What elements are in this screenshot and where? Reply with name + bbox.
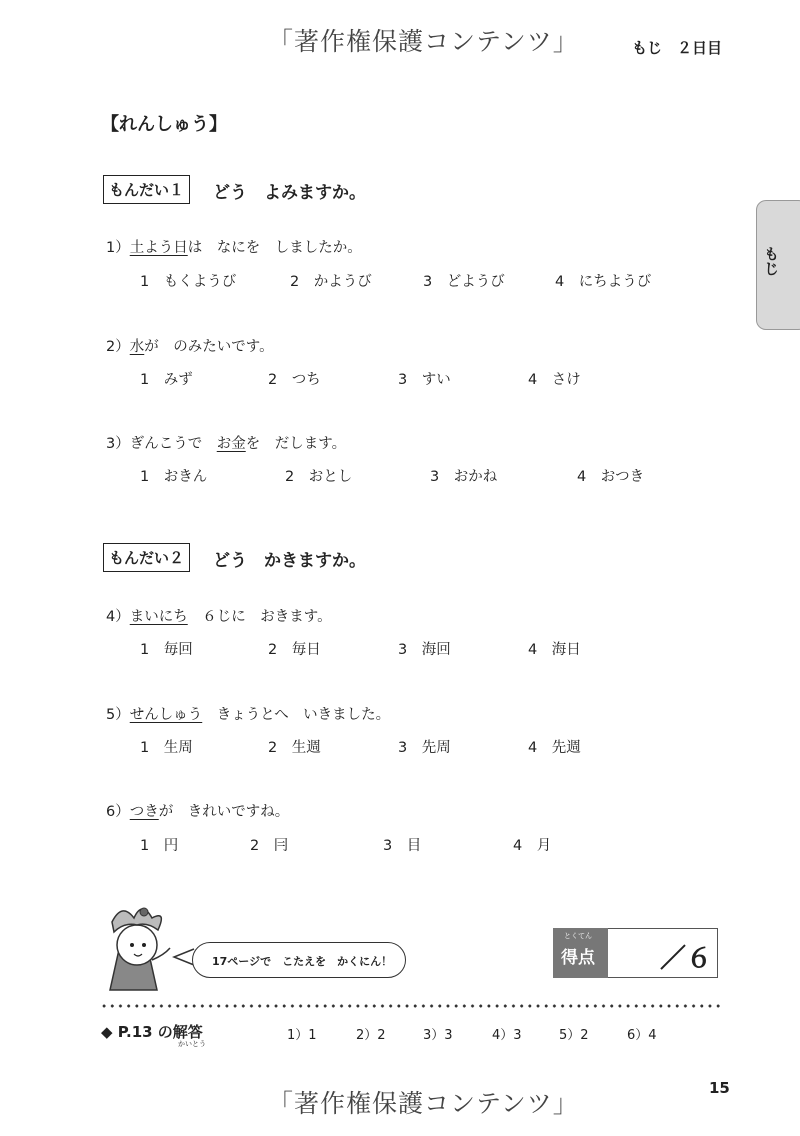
q4-option-3[interactable]: 3 海回 [398, 642, 451, 658]
question-1: 1）土よう日は なにを しましたか。 [106, 240, 362, 256]
q5-option-4[interactable]: 4 先週 [528, 740, 581, 756]
answer-5: 5）2 [559, 1028, 589, 1043]
question-2: 2）水が のみたいです。 [106, 339, 274, 355]
q5-option-3[interactable]: 3 先周 [398, 740, 451, 756]
q2-option-4[interactable]: 4 さけ [528, 372, 581, 388]
q4-option-4[interactable]: 4 海日 [528, 642, 581, 658]
side-tab-label: もじ [762, 246, 780, 276]
section-title: 【れんしゅう】 [101, 114, 227, 135]
q5-option-1[interactable]: 1 生周 [140, 740, 193, 756]
q6-option-4[interactable]: 4 月 [513, 838, 552, 854]
score-value: ／６ [660, 944, 713, 974]
q3-option-2[interactable]: 2 おとし [285, 469, 353, 485]
mondai2-label: もんだい２ [103, 543, 190, 572]
q6-option-3[interactable]: 3 目 [383, 838, 422, 854]
q4-option-2[interactable]: 2 毎日 [268, 642, 321, 658]
q1-option-1[interactable]: 1 もくようび [140, 274, 237, 290]
question-5: 5）せんしゅう きょうとへ いきました。 [106, 707, 391, 723]
question-4: 4）まいにち ６じに おきます。 [106, 609, 332, 625]
answers-ruby: かいとう [178, 1040, 206, 1048]
question-6: 6）つきが きれいですね。 [106, 804, 290, 820]
q1-option-4[interactable]: 4 にちようび [555, 274, 652, 290]
answer-6: 6）4 [627, 1028, 657, 1043]
q2-option-3[interactable]: 3 すい [398, 372, 451, 388]
answer-3: 3）3 [423, 1028, 453, 1043]
question-3: 3）ぎんこうで お金を だします。 [106, 436, 347, 452]
q2-option-1[interactable]: 1 みず [140, 372, 193, 388]
mondai2-title: どう かきますか。 [213, 551, 366, 571]
mondai1-label: もんだい１ [103, 175, 190, 204]
q5-option-2[interactable]: 2 生週 [268, 740, 321, 756]
q1-option-2[interactable]: 2 かようび [290, 274, 372, 290]
bubble-text: 17ページで こたえを かくにん！ [212, 955, 393, 968]
q4-option-1[interactable]: 1 毎回 [140, 642, 193, 658]
answer-1: 1）1 [287, 1028, 317, 1043]
q3-option-1[interactable]: 1 おきん [140, 469, 208, 485]
dotted-divider [100, 1004, 720, 1008]
watermark-bottom: 「著作権保護コンテンツ」 [268, 1089, 579, 1118]
watermark-top: 「著作権保護コンテンツ」 [268, 27, 579, 56]
answer-2: 2）2 [356, 1028, 386, 1043]
page-number: 15 [709, 1079, 730, 1097]
q3-option-3[interactable]: 3 おかね [430, 469, 498, 485]
day-label: もじ ２日目 [632, 39, 723, 57]
answer-4: 4）3 [492, 1028, 522, 1043]
q6-option-2[interactable]: 2 冃 [250, 838, 289, 854]
q6-option-1[interactable]: 1 円 [140, 838, 179, 854]
score-ruby: とくてん [564, 932, 592, 940]
mondai1-title: どう よみますか。 [213, 183, 366, 203]
answers-label: ◆ P.13 の解答 [101, 1023, 203, 1041]
q3-option-4[interactable]: 4 おつき [577, 469, 645, 485]
q2-option-2[interactable]: 2 つち [268, 372, 321, 388]
score-label: 得点 [561, 948, 595, 968]
q1-option-3[interactable]: 3 どようび [423, 274, 505, 290]
